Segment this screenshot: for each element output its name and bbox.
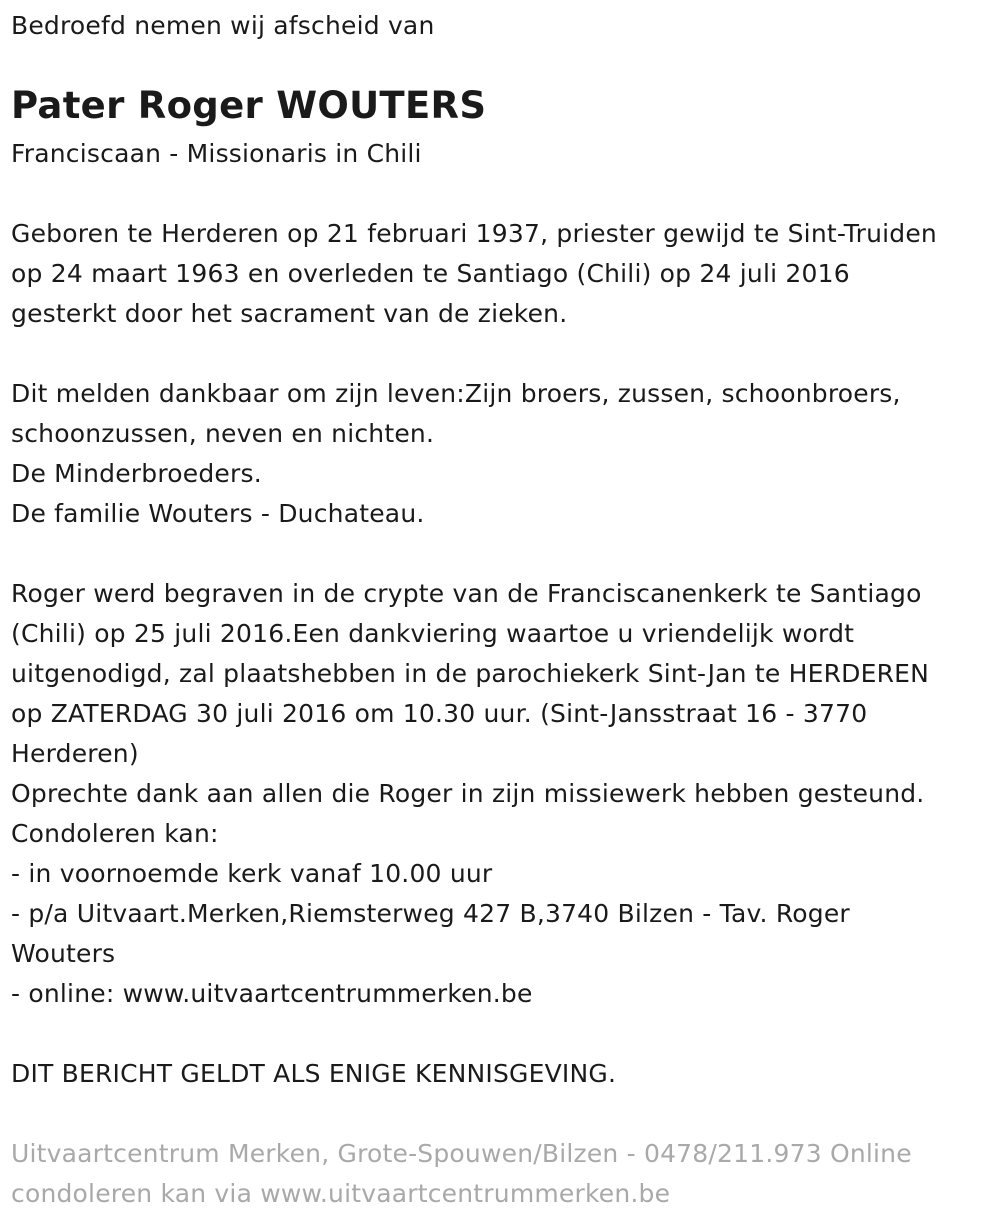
birth-line: gesterkt door het sacrament van de zieken. <box>11 299 568 328</box>
burial-line: uitgenodigd, zal plaatshebben in de parochiekerk Sint-Jan te HERDEREN <box>11 659 930 688</box>
burial-line: op ZATERDAG 30 juli 2016 om 10.30 uur. (Sint-Jansstraat 16 - 3770 <box>11 699 868 728</box>
deceased-subtitle: Franciscaan - Missionaris in Chili <box>11 139 422 168</box>
burial-line: Condoleren kan: <box>11 819 219 848</box>
burial-line: Oprechte dank aan allen die Roger in zijn missiewerk hebben gesteund. <box>11 779 925 808</box>
family-line: schoonzussen, neven en nichten. <box>11 419 435 448</box>
burial-line: - online: www.uitvaartcentrummerken.be <box>11 979 533 1008</box>
burial-line: Roger werd begraven in de crypte van de Franciscanenkerk te Santiago <box>11 579 922 608</box>
family-line: Dit melden dankbaar om zijn leven:Zijn broers, zussen, schoonbroers, <box>11 379 901 408</box>
notice-text: DIT BERICHT GELDT ALS ENIGE KENNISGEVING. <box>11 1059 617 1088</box>
birth-line: op 24 maart 1963 en overleden te Santiago (Chili) op 24 juli 2016 <box>11 259 850 288</box>
family-line: De Minderbroeders. <box>11 459 262 488</box>
burial-line: - in voornoemde kerk vanaf 10.00 uur <box>11 859 493 888</box>
burial-line: - p/a Uitvaart.Merken,Riemsterweg 427 B,3740 Bilzen - Tav. Roger <box>11 899 850 928</box>
family-line: De familie Wouters - Duchateau. <box>11 499 425 528</box>
burial-line: (Chili) op 25 juli 2016.Een dankviering waartoe u vriendelijk wordt <box>11 619 855 648</box>
footer-line: condoleren kan via www.uitvaartcentrummerken.be <box>11 1179 671 1208</box>
birth-line: Geboren te Herderen op 21 februari 1937, priester gewijd te Sint-Truiden <box>11 219 937 248</box>
burial-line: Herderen) <box>11 739 139 768</box>
deceased-name: Pater Roger WOUTERS <box>11 84 487 127</box>
intro-text: Bedroefd nemen wij afscheid van <box>11 11 435 40</box>
burial-line: Wouters <box>11 939 116 968</box>
footer-line: Uitvaartcentrum Merken, Grote-Spouwen/Bilzen - 0478/211.973 Online <box>11 1139 912 1168</box>
